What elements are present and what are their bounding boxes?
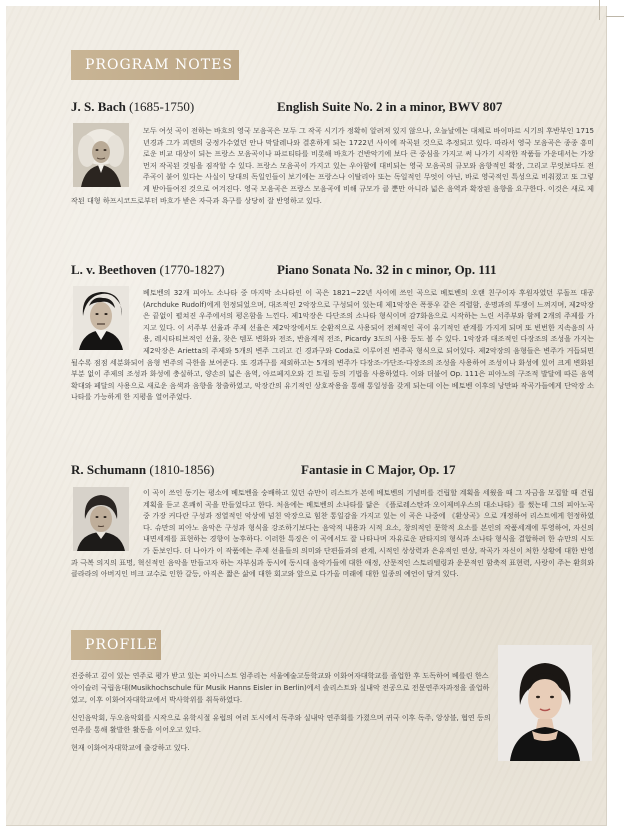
composer-name: R. Schumann (1810-1856) [71,462,215,477]
program-notes-banner [71,50,239,80]
work-title: Piano Sonata No. 32 in c minor, Op. 111 [277,262,497,277]
profile-title: PROFILE [85,637,159,653]
crop-mark [606,16,624,17]
bach-header [71,99,591,115]
program-notes-title: PROGRAM NOTES [85,57,233,73]
bach-note: 모두 여섯 곡이 전하는 바흐의 영국 모음곡은 모두 그 작곡 시기가 정확히 알려져 있지 않으나, 오늘날에는 대체로 바이마르 시기의 후반부인 1715년경과 그가 괴텐의 궁정가수였던 안나 막달레나와 결혼하게 되는 1722년 사이에 작곡된 것으로 추정되고 있다. 따라서 영국 모음곡은 종종 흥미로운 비교 대상이 되는 프랑스 모음곡이나 파르티타를 비롯해 바흐가 건반악기에 보다 큰 중심을 가지고 써 나가기 시작한 작품들 가운데서는 가장 먼저 작곡된 것임을 짐작할 수 있다. 프랑스 모음곡이 가지고 있는 우아함에 대비되는 영국 모음곡의 규모와 음향적인 확장, 그리고 무엇보다도 전주곡이 붙어 있다는 사실이 당대의 독일인들이 보기에는 프랑스나 이탈리아 또는 독일적인 무엇이 아닌, 바로 영국적인 특성으로 비춰졌고 또 그렇게 받아들여진 것으로 여겨진다. 영국 모음곡은 프랑스 모음곡에 비해 규모가 클 뿐만 아니라 넓은 음역과 확장된 음향을 요구한다. 이것은 새로 제작된 대형 하프시코드로부터 바흐가 받은 자극과 욕구를 상당히 잘 반영하고 있다. [71,126,594,205]
composer-years: (1770-1827) [159,262,225,277]
composer-years: (1810-1856) [149,462,215,477]
profile-paragraph: 신인음악회, 두오음악회를 시작으로 유학시절 유럽의 여러 도시에서 독주와 실내악 연주회를 가졌으며 귀국 이후 독주, 앙상블, 협연 등의 연주를 통해 활발한 활동을 이어오고 있다. [71,713,491,734]
profile-banner [71,630,161,660]
pianist-photo [498,645,592,761]
crop-mark [599,0,600,20]
beethoven-header [71,262,591,278]
composer-name: L. v. Beethoven (1770-1827) [71,262,225,277]
profile-paragraph: 현재 이화여자대학교에 출강하고 있다. [71,743,190,752]
schumann-note: 이 곡이 쓰인 동기는 평소에 베토벤을 숭배하고 있던 슈만이 리스트가 본에 베토벤의 기념비를 건립할 계획을 세웠을 때 그 자금을 모집할 때 건립 계획을 듣고 흔쾌히 곡을 만들었다고 한다. 처음에는 베토벤의 소나타를 닮은 《플로레스탄과 오이제비우스의 대소나타》를 썼는데 그의 피아노곡 중 가장 커다란 구성과 정열적인 악상에 넘친 악장으로 힘찬 통일감을 가지고 있는 이 곡은 나중에 《환상곡》으로 개정하여 리스트에게 헌정하였다. 슈만의 피아노 음악은 구성과 형식을 강조하기보다는 음악적 내용과 시적 요소, 창의적인 문학적 요소를 본인의 작품세계에 투영하여, 자신의 내면세계를 표현하는 경향이 농후하다. 이러한 특징은 이 곡에서도 잘 나타나며 자유로운 판타지의 형식과 소나타 형식을 결합하려 한 슈만의 시도가 돋보인다. 더 나아가 이 작품에는 주제 선율들의 의미와 단편들과의 관계, 시적인 상상력과 은유적인 연상, 작곡가 자신이 처한 상황에 대한 반영과 극복 의지의 표명, 혁신적인 음악을 만들고자 하는 자부심과 동시에 동시대 음악가들에 대한 애정, 산문적인 스토리텔링과 운문적인 함축적 표현력, 사랑이 주는 환희와 클라라의 아버지인 비크 교수로 인한 갈등, 아직은 짧은 삶에 대한 회고와 앞으로 다가올 미래에 대한 일종의 예언이 담겨 있다. [71,488,594,579]
profile-paragraph: 진중하고 깊이 있는 연주로 평가 받고 있는 피아니스트 엄주리는 서울예술고등학교와 이화여자대학교를 졸업한 후 도독하여 베를린 한스아이슬러 국립음대(Musikhochschule für Musik Hanns Eisler in Berlin)에서 솔리스트와 실내악 전공으로 전문연주자과정을 졸업하였고, 이후 이화여자대학교에서 박사학위를 취득하였다. [71,671,490,704]
work-title: Fantasie in C Major, Op. 17 [301,462,456,477]
work-title: English Suite No. 2 in a minor, BWV 807 [277,99,503,114]
composer-name: J. S. Bach (1685-1750) [71,99,195,114]
profile-text [71,670,491,754]
composer-years: (1685-1750) [129,99,195,114]
schumann-header [71,462,591,478]
beethoven-note: 베토벤의 32개 피아노 소나타 중 마지막 소나타인 이 곡은 1821~22년 사이에 쓰인 곡으로 베토벤의 오랜 친구이자 후원자였던 루돌프 대공(Archduke Rudolf)에게 헌정되었으며, 대조적인 2악장으로 구성되어 있는데 제1악장은 폭풍우 같은 격렬함, 운명과의 투쟁이 느껴지며, 제2악장은 끝없이 펼쳐진 우주에서의 평온함을 느낀다. 제1악장은 다단조의 소나타 형식이며 감7화음으로 시작하는 느린 서주부와 함께 2개의 주제를 가지고 있다. 이 서주부 선율과 주제 선율은 제2악장에서도 순환적으로 사용되어 전체적인 곡이 유기적인 관계를 가지게 되며 또 빈번한 지속음의 사용, 레시타티브적인 선율, 잦은 템포 변화와 전조, 반음계적 전조, Picardy 3도의 사용 등도 볼 수 있다. 1악장과 대조적인 다장조의 조성을 가지는 제2악장은 Arietta의 주제와 5개의 변주 그리고 긴 경과구와 Coda로 이루어진 변주곡 형식으로 되어있다. 제2악장의 음형들은 변주가 거듭되면 될수록 점점 세분화되어 음형 변주의 극한을 보여준다. 또 경과구를 제외하고는 5개의 변주가 다장조-가단조-다장조의 조성을 사용하여 조성이나 화성에 있어 크게 변화된 부분 없이 주제의 조성과 화성에 충실하고, 양손의 넓은 음역, 아르페지오와 긴 트릴 등의 기법을 사용하였다. 이와 더불어 Op. 111은 피아노의 구조적 발달에 따른 음역 확대와 페달의 사용으로 새로운 음색과 음향을 창출하였고, 악장간의 유기적인 상호작용을 통해 통일성을 갖게 되는데 이는 베토벤 이후의 낭만파 작곡가들에게 단악장 소나타를 가능하게 한 지평을 열어주었다. [71,288,594,402]
